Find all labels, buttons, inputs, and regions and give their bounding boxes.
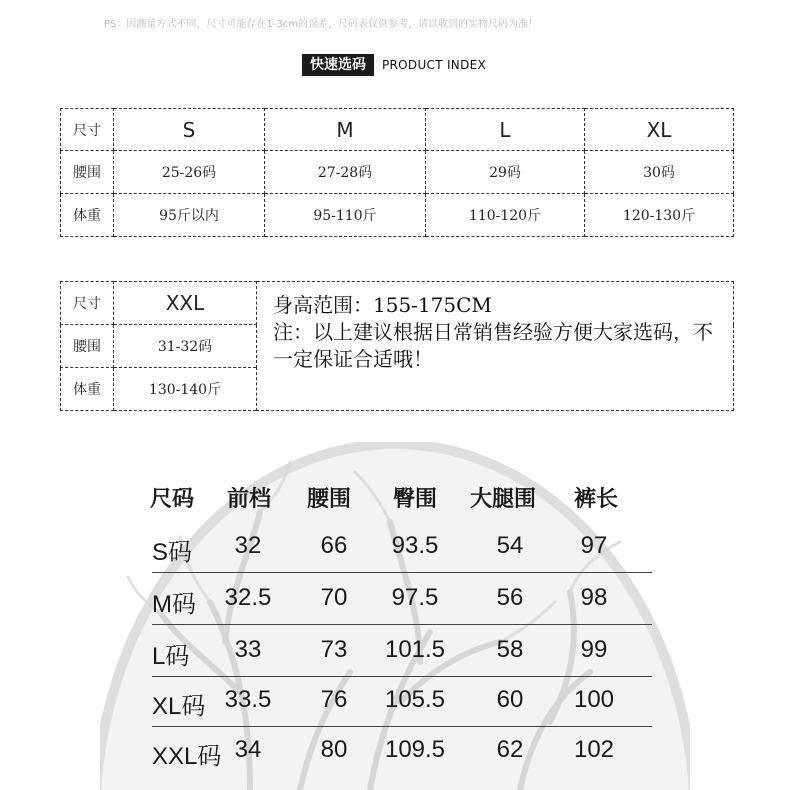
- header-size: 尺码: [150, 486, 195, 511]
- measure-value-cell: 60: [496, 686, 524, 713]
- measure-value-cell: 80: [320, 736, 348, 763]
- row-label-weight: 体重: [61, 368, 114, 411]
- measure-value-cell: 54: [496, 532, 524, 559]
- measure-value-cell: 109.5: [384, 736, 446, 763]
- measure-value-cell: 34: [234, 736, 262, 763]
- measure-value-cell: 97.5: [391, 584, 439, 611]
- measure-value-cell: 102: [573, 736, 615, 763]
- measure-value-cell: 105.5: [384, 686, 446, 713]
- header-length: 裤长: [574, 486, 619, 511]
- row-divider: [152, 676, 652, 677]
- size-label-cell: XL码: [152, 693, 206, 720]
- measure-value-cell: 70: [320, 584, 348, 611]
- quick-size-table: [60, 108, 734, 237]
- header-front-rise: 前档: [227, 486, 272, 511]
- row-label-waist: 腰围: [61, 325, 114, 368]
- note-text: 注：以上建议根据日常销售经验方便大家选码，不一定保证合适哦！: [273, 320, 713, 371]
- waist-cell: 30码: [585, 151, 734, 194]
- size-cell: S: [114, 109, 265, 151]
- measure-value-cell: 98: [580, 584, 608, 611]
- title-zh: 快速选码: [302, 54, 374, 76]
- weight-cell: 130-140斤: [114, 368, 257, 411]
- size-label-cell: XXL码: [152, 743, 222, 770]
- measure-value-cell: 93.5: [391, 532, 439, 559]
- measure-value-cell: 76: [320, 686, 348, 713]
- header-waist: 腰围: [307, 486, 352, 511]
- xxl-size-table: [60, 281, 734, 411]
- size-label-cell: L码: [152, 643, 190, 670]
- size-cell: M: [265, 109, 426, 151]
- size-cell: L: [426, 109, 585, 151]
- ps-note: PS：因测量方式不同，尺寸可能存在1-3cm的误差，尺码表仅供参考，请以收到的实物尺码为准！: [104, 19, 538, 30]
- header-thigh: 大腿围: [470, 486, 537, 511]
- row-divider: [152, 624, 652, 625]
- measure-value-cell: 66: [320, 532, 348, 559]
- header-hip: 臀围: [393, 486, 438, 511]
- measure-value-cell: 33: [234, 636, 262, 663]
- measure-value-cell: 100: [573, 686, 615, 713]
- weight-cell: 110-120斤: [426, 194, 585, 237]
- row-label-size: 尺寸: [61, 109, 114, 151]
- weight-cell: 95-110斤: [265, 194, 426, 237]
- height-range: 身高范围：155-175CM: [273, 293, 492, 317]
- waist-cell: 31-32码: [114, 325, 257, 368]
- title-en: PRODUCT INDEX: [382, 58, 487, 72]
- measure-value-cell: 32.5: [224, 584, 272, 611]
- measure-value-cell: 58: [496, 636, 524, 663]
- measure-value-cell: 32: [234, 532, 262, 559]
- measure-value-cell: 73: [320, 636, 348, 663]
- size-label-cell: M码: [152, 591, 196, 618]
- section-title: [302, 54, 486, 76]
- measure-value-cell: 56: [496, 584, 524, 611]
- measure-value-cell: 33.5: [224, 686, 272, 713]
- row-label-waist: 腰围: [61, 151, 114, 194]
- measure-value-cell: 101.5: [384, 636, 446, 663]
- row-divider: [152, 572, 652, 573]
- measure-value-cell: 99: [580, 636, 608, 663]
- measurement-panel: [100, 442, 690, 790]
- waist-cell: 29码: [426, 151, 585, 194]
- row-divider: [152, 726, 652, 727]
- waist-cell: 27-28码: [265, 151, 426, 194]
- waist-cell: 25-26码: [114, 151, 265, 194]
- size-cell: XXL: [114, 282, 257, 325]
- size-note: [257, 282, 734, 411]
- measure-value-cell: 62: [496, 736, 524, 763]
- size-cell: XL: [585, 109, 734, 151]
- size-label-cell: S码: [152, 539, 193, 566]
- row-label-size: 尺寸: [61, 282, 114, 325]
- weight-cell: 95斤以内: [114, 194, 265, 237]
- weight-cell: 120-130斤: [585, 194, 734, 237]
- measure-value-cell: 97: [580, 532, 608, 559]
- row-label-weight: 体重: [61, 194, 114, 237]
